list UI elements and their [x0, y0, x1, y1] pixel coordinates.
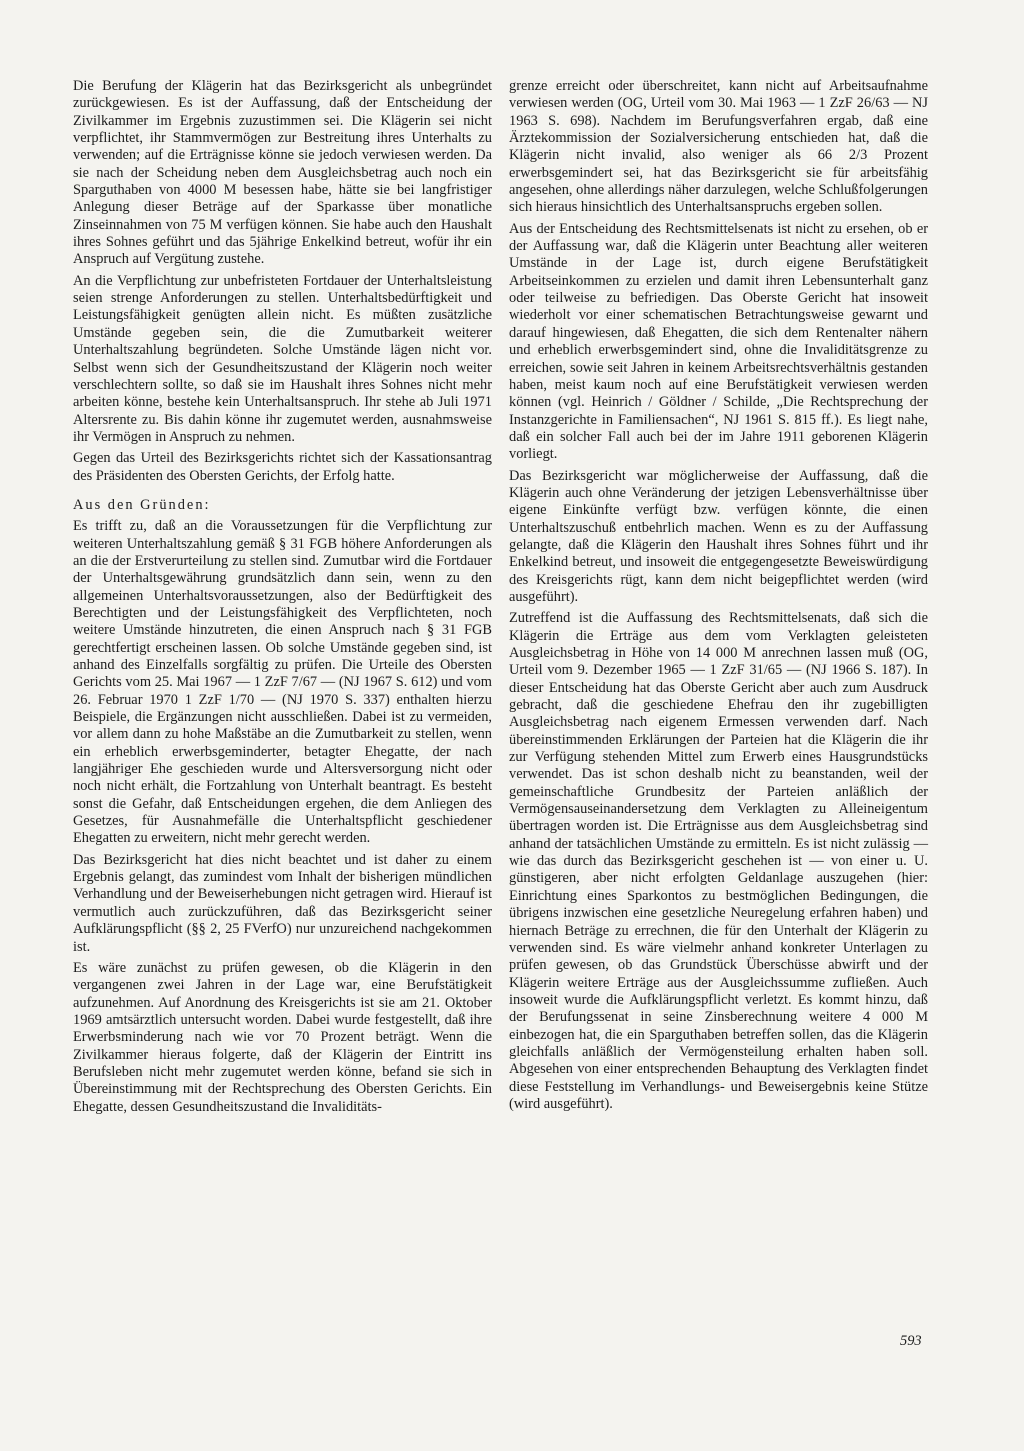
section-heading: Aus den Gründen: — [73, 496, 211, 513]
paragraph: Das Bezirksgericht hat dies nicht beachtet und ist daher zu einem Ergebnis gelangt, das zumindest vom Inhalt der bisherigen mündlichen Verhandlung und der Beweiserhebungen nicht getragen wird. Hierauf ist vermutlich auch zurückzuführen, daß das Bezirksgericht seiner Aufklärungspflicht (§§ 2, 25 FVerfO) nur unzureichend nachgekommen ist. — [73, 851, 492, 955]
right-column — [509, 78, 928, 1117]
paragraph: Gegen das Urteil des Bezirksgerichts richtet sich der Kassationsantrag des Präsidenten des Obersten Gerichts, der Erfolg hatte. — [73, 450, 492, 484]
paragraph: Aus der Entscheidung des Rechtsmittelsenats ist nicht zu ersehen, ob er der Auffassung war, daß die Klägerin unter Beachtung aller weiteren Umstände in der Lage ist, durch eigene Berufstätigkeit Arbeitseinkommen zu erzielen und damit ihren Lebensunterhalt ganz oder teilweise zu befriedigen. Das Oberste Gericht hat insoweit wiederholt vor einer schematischen Betrachtungsweise gewarnt und darauf hingewiesen, daß Ehegatten, die sich dem Rentenalter nähern und erheblich erwerbsgemindert sind, ohne die Invaliditätsgrenze zu erreichen, sowie seit Jahren in keinem Arbeitsrechtsverhältnis gestanden haben, meist kaum noch auf eine Berufstätigkeit verwiesen werden können (vgl. Heinrich / Göldner / Schilde, „Die Rechtsprechung der Instanzgerichte in Familiensachen“, NJ 1961 S. 815 ff.). Es liegt nahe, daß ein solcher Fall auch bei der im Jahre 1911 geborenen Klägerin vorliegt. — [509, 220, 928, 463]
paragraph: Das Bezirksgericht war möglicherweise der Auffassung, daß die Klägerin auch ohne Veränderung der jetzigen Lebensverhältnisse über eigene Einkünfte verfügt bzw. verfügen könnte, die einen Unterhaltszuschuß entbehrlich machen. Wenn es zu der Auffassung gelangte, daß die Klägerin den Haushalt ihres Sohnes führt und ihr Enkelkind betreut, und insoweit die entgegengesetzte Beweiswürdigung des Kreisgerichts rügt, kann dem nicht beigepflichtet werden (wird ausgeführt). — [509, 467, 928, 605]
paragraph: Es trifft zu, daß an die Voraussetzungen für die Verpflichtung zur weiteren Unterhaltszahlung gemäß § 31 FGB höhere Anforderungen als an die der Erstverurteilung zu stellen sind. Zumutbar wird die Fortdauer der Unterhaltsgewährung grundsätzlich dann sein, wenn zu den allgemeinen Unterhaltsvoraussetzungen, also der Bedürftigkeit des Berechtigten und der Leistungsfähigkeit des Verpflichteten, noch weitere Umstände hinzutreten, die einen Anspruch nach § 31 FGB gerechtfertigt erscheinen lassen. Ob solche Umstände gegeben sind, ist anhand des Einzelfalls sorgfältig zu prüfen. Die Urteile des Obersten Gerichts vom 25. Mai 1967 — 1 ZzF 7/67 — (NJ 1967 S. 612) und vom 26. Februar 1970 1 ZzF 1/70 — (NJ 1970 S. 337) enthalten hierzu Beispiele, die Ergänzungen nicht ausschließen. Dabei ist zu vermeiden, vor allem dann zu hohe Maßstäbe an die Zumutbarkeit zu stellen, wenn ein erheblich erwerbsgeminderter, betagter Ehegatte, der nach langjähriger Ehe geschieden wurde und Altersversorgung nicht oder noch nicht erhält, die Fortzahlung von Unterhalt beantragt. Es besteht sonst die Gefahr, daß Entscheidungen ergehen, die dem Anliegen des Gesetzes, für Ausnahmefälle die Unterhaltspflicht geschiedener Ehegatten zu erweitern, nicht mehr gerecht werden. — [73, 518, 492, 847]
paragraph: Zutreffend ist die Auffassung des Rechtsmittelsenats, daß sich die Klägerin die Erträge aus dem vom Verklagten geleisteten Ausgleichsbetrag in Höhe von 14 000 M anrechnen lassen muß (OG, Urteil vom 9. Dezember 1965 — 1 ZzF 31/65 — (NJ 1966 S. 187). In dieser Entscheidung hat das Oberste Gericht aber auch zum Ausdruck gebracht, daß die geschiedene Ehefrau den ihr zugebilligten Ausgleichsbetrag nach eigenem Ermessen verwenden darf. Nach übereinstimmenden Erklärungen der Parteien hat die Klägerin die ihr zur Verfügung stehenden Mittel zum Erwerb eines Hausgrundstücks verwendet. Das ist schon deshalb nicht zu beanstanden, weil der gemeinschaftliche Grundbesitz der Parteien anläßlich der Vermögensauseinandersetzung dem Verklagten zu Alleineigentum übertragen worden ist. Die Erträgnisse aus dem Ausgleichsbetrag sind anhand der tatsächlichen Umstände zu ermitteln. Es ist nicht zulässig — wie das durch das Bezirksgericht geschehen ist — von einer u. U. günstigeren, aber nicht erfolgten Geldanlage auszugehen (hier: Einrichtung eines Sparkontos zu bestmöglichen Bedingungen, die übrigens inzwischen eine gesetzliche Neuregelung erfahren haben) und hiernach Beträge zu errechnen, die für den Unterhalt der Klägerin zu verwenden sind. Es wäre vielmehr anhand konkreter Unterlagen zu prüfen gewesen, ob das Grundstück Überschüsse abwirft und der Klägerin weitere Erträge aus der Ausgleichssumme zufließen. Auch insoweit wurde die Aufklärungspflicht verletzt. Es kommt hinzu, daß der Berufungssenat in seine Zinsberechnung weitere 4 000 M einbezogen hat, die ein Sparguthaben betreffen sollen, das die Klägerin gleichfalls anläßlich der Vermögensteilung erhalten haben soll. Abgesehen von einer entsprechenden Behauptung des Verklagten findet diese Feststellung im Verhandlungs- und Beweisergebnis keine Stütze (wird ausgeführt). — [509, 610, 928, 1112]
paragraph: Es wäre zunächst zu prüfen gewesen, ob die Klägerin in den vergangenen zwei Jahren in der Lage war, eine Berufstätigkeit aufzunehmen. Auf Anordnung des Kreisgerichts ist sie am 21. Oktober 1969 amtsärztlich untersucht worden. Dabei wurde festgestellt, daß ihre Erwerbsminderung nach wie vor 70 Prozent beträgt. Wenn die Zivilkammer hieraus folgerte, daß der Klägerin der Eintritt ins Berufsleben nicht mehr zugemutet werden könne, befand sie sich in Übereinstimmung mit der Rechtsprechung des Obersten Gerichts. Ein Ehegatte, dessen Gesundheitszustand die Invaliditäts- — [73, 959, 492, 1115]
paragraph: An die Verpflichtung zur unbefristeten Fortdauer der Unterhaltsleistung seien strenge Anforderungen zu stellen. Unterhaltsbedürftigkeit und Leistungsfähigkeit genügten allein nicht. Es müßten zusätzliche Umstände gegeben sein, die die Zumutbarkeit weiterer Unterhaltszahlung begründeten. Solche Umstände lägen nicht vor. Selbst wenn sich der Gesundheitszustand der Klägerin noch weiter verschlechtern sollte, so daß sie im Haushalt ihres Sohnes nicht mehr arbeiten könne, bestehe kein Unterhaltsanspruch. Ihr stehe ab Juli 1971 Altersrente zu. Bis dahin könne ihr zugemutet werden, ausnahmsweise ihr Vermögen in Anspruch zu nehmen. — [73, 272, 492, 445]
page-number: 593 — [900, 1333, 922, 1349]
paragraph: Die Berufung der Klägerin hat das Bezirksgericht als unbegründet zurückgewiesen. Es ist der Auffassung, daß der Entscheidung der Zivilkammer im Ergebnis zuzustimmen sei. Die Klägerin sei nicht verpflichtet, ihr Stammvermögen zur Bestreitung ihres Unterhalts zu verwenden; auf die Erträgnisse könne sie jedoch verwiesen werden. Da sie nach der Scheidung neben dem Ausgleichsbetrag auch noch ein Sparguthaben von 4000 M besessen habe, hätte sie bei langfristiger Anlegung dieser Beträge auf der Sparkasse über monatliche Zinseinnahmen von 75 M verfügen können. Sie habe auch den Haushalt ihres Sohnes geführt und das 5jährige Enkelkind betreut, wofür ihr ein Anspruch auf Vergütung zustehe. — [73, 78, 492, 268]
paragraph: grenze erreicht oder überschreitet, kann nicht auf Arbeitsaufnahme verwiesen werden (OG, Urteil vom 30. Mai 1963 — 1 ZzF 26/63 — NJ 1963 S. 698). Nachdem im Berufungsverfahren ergab, daß eine Ärztekommission der Sozialversicherung entschieden hat, daß die Klägerin nicht invalid, also weniger als 66 2/3 Prozent erwerbsgemindert sei, hat das Bezirksgericht sie für arbeitsfähig angesehen, ohne allerdings näher darzulegen, welche Schlußfolgerungen sich hieraus hinsichtlich des Unterhaltsanspruchs ergeben sollen. — [509, 78, 928, 216]
left-column — [73, 78, 492, 1120]
